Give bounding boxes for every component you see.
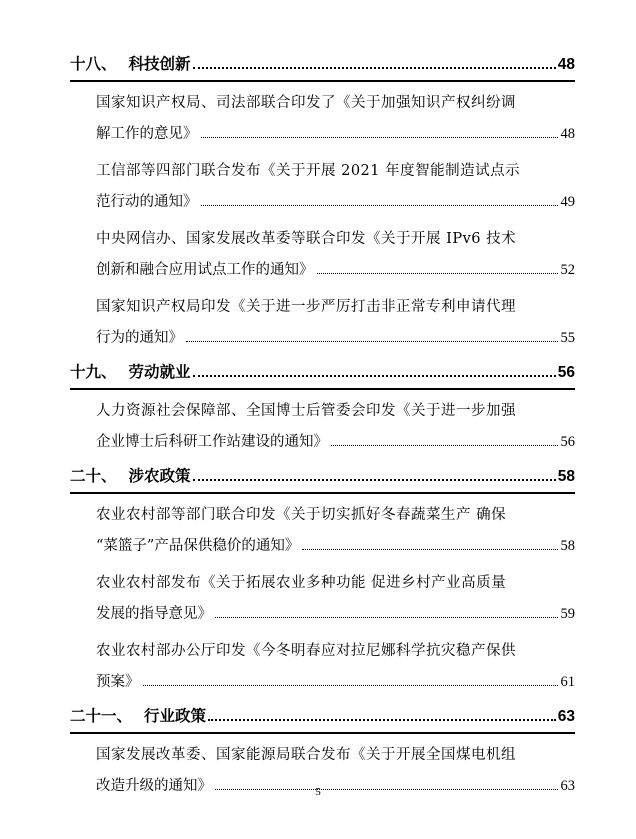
dot-leader bbox=[193, 479, 556, 481]
entry-line-2: 企业博士后科研工作站建设的通知》 bbox=[96, 434, 328, 450]
dot-leader bbox=[215, 617, 558, 618]
entry-line-1: 国家知识产权局、司法部联合印发了《关于加强知识产权纠纷调 bbox=[96, 95, 516, 111]
entry-page-number: 63 bbox=[560, 778, 575, 794]
entry-page-number: 49 bbox=[560, 194, 575, 210]
dot-leader bbox=[302, 549, 557, 550]
entry-line-1: 农业农村部等部门联合印发《关于切实抓好冬春蔬菜生产 确保 bbox=[96, 507, 507, 523]
toc-section-heading[interactable] bbox=[70, 464, 575, 494]
dot-leader bbox=[193, 375, 556, 377]
toc-entry[interactable] bbox=[96, 88, 575, 150]
section-title: 行业政策 bbox=[144, 707, 207, 725]
dot-leader bbox=[186, 341, 558, 342]
entry-line-2: 改造升级的通知》 bbox=[96, 778, 212, 794]
entry-page-number: 55 bbox=[560, 330, 575, 346]
entry-line-1: 国家知识产权局印发《关于进一步严厉打击非正常专利申请代理 bbox=[96, 299, 516, 315]
section-title: 劳动就业 bbox=[128, 363, 191, 381]
section-number: 十八、 bbox=[70, 55, 117, 73]
entry-line-2: 创新和融合应用试点工作的通知》 bbox=[96, 262, 314, 278]
toc-entry[interactable] bbox=[96, 156, 575, 218]
section-page-number: 63 bbox=[557, 708, 575, 725]
dot-leader bbox=[201, 205, 558, 206]
section-page-number: 56 bbox=[557, 364, 575, 381]
entry-line-2: 解工作的意见》 bbox=[96, 126, 198, 142]
dot-leader bbox=[193, 67, 556, 69]
toc-entry[interactable] bbox=[96, 500, 575, 562]
toc-entry[interactable] bbox=[96, 396, 575, 458]
entry-page-number: 59 bbox=[560, 606, 575, 622]
dot-leader bbox=[201, 137, 558, 138]
dot-leader bbox=[317, 273, 558, 274]
entry-line-1: 农业农村部发布《关于拓展农业多种功能 促进乡村产业高质量 bbox=[96, 575, 507, 591]
dot-leader bbox=[331, 445, 558, 446]
section-number: 二十、 bbox=[70, 467, 117, 485]
entry-page-number: 52 bbox=[560, 262, 575, 278]
entry-line-2: 发展的指导意见》 bbox=[96, 606, 212, 622]
section-title: 涉农政策 bbox=[128, 467, 191, 485]
table-of-contents bbox=[70, 52, 575, 808]
entry-line-1: 工信部等四部门联合发布《关于开展 2021 年度智能制造试点示 bbox=[96, 163, 521, 179]
entry-page-number: 61 bbox=[560, 674, 575, 690]
toc-section-heading[interactable] bbox=[70, 360, 575, 390]
dot-leader bbox=[208, 719, 556, 721]
entry-line-1: 中央网信办、国家发展改革委等联合印发《关于开展 IPv6 技术 bbox=[96, 231, 517, 247]
toc-entry[interactable] bbox=[96, 224, 575, 286]
section-page-number: 58 bbox=[557, 468, 575, 485]
entry-line-1: 人力资源社会保障部、全国博士后管委会印发《关于进一步加强 bbox=[96, 403, 516, 419]
entry-line-2: 预案》 bbox=[96, 674, 140, 690]
toc-section-heading[interactable] bbox=[70, 704, 575, 734]
entry-page-number: 48 bbox=[560, 126, 575, 142]
toc-entry[interactable] bbox=[96, 636, 575, 698]
entry-page-number: 58 bbox=[560, 538, 575, 554]
entry-line-1: 国家发展改革委、国家能源局联合发布《关于开展全国煤电机组 bbox=[96, 747, 516, 763]
entry-page-number: 56 bbox=[560, 434, 575, 450]
page-number-footer: 5 bbox=[315, 786, 321, 798]
entry-line-1: 农业农村部办公厅印发《今冬明春应对拉尼娜科学抗灾稳产保供 bbox=[96, 643, 516, 659]
entry-line-2: “菜篮子”产品保供稳价的通知》 bbox=[96, 538, 300, 554]
section-number: 十九、 bbox=[70, 363, 117, 381]
section-title: 科技创新 bbox=[128, 55, 191, 73]
toc-section-heading[interactable] bbox=[70, 52, 575, 82]
entry-line-2: 范行动的通知》 bbox=[96, 194, 198, 210]
dot-leader bbox=[143, 685, 558, 686]
toc-entry[interactable] bbox=[96, 292, 575, 354]
entry-line-2: 行为的通知》 bbox=[96, 330, 183, 346]
toc-entry[interactable] bbox=[96, 568, 575, 630]
section-page-number: 48 bbox=[557, 56, 575, 73]
section-number: 二十一、 bbox=[70, 707, 133, 725]
